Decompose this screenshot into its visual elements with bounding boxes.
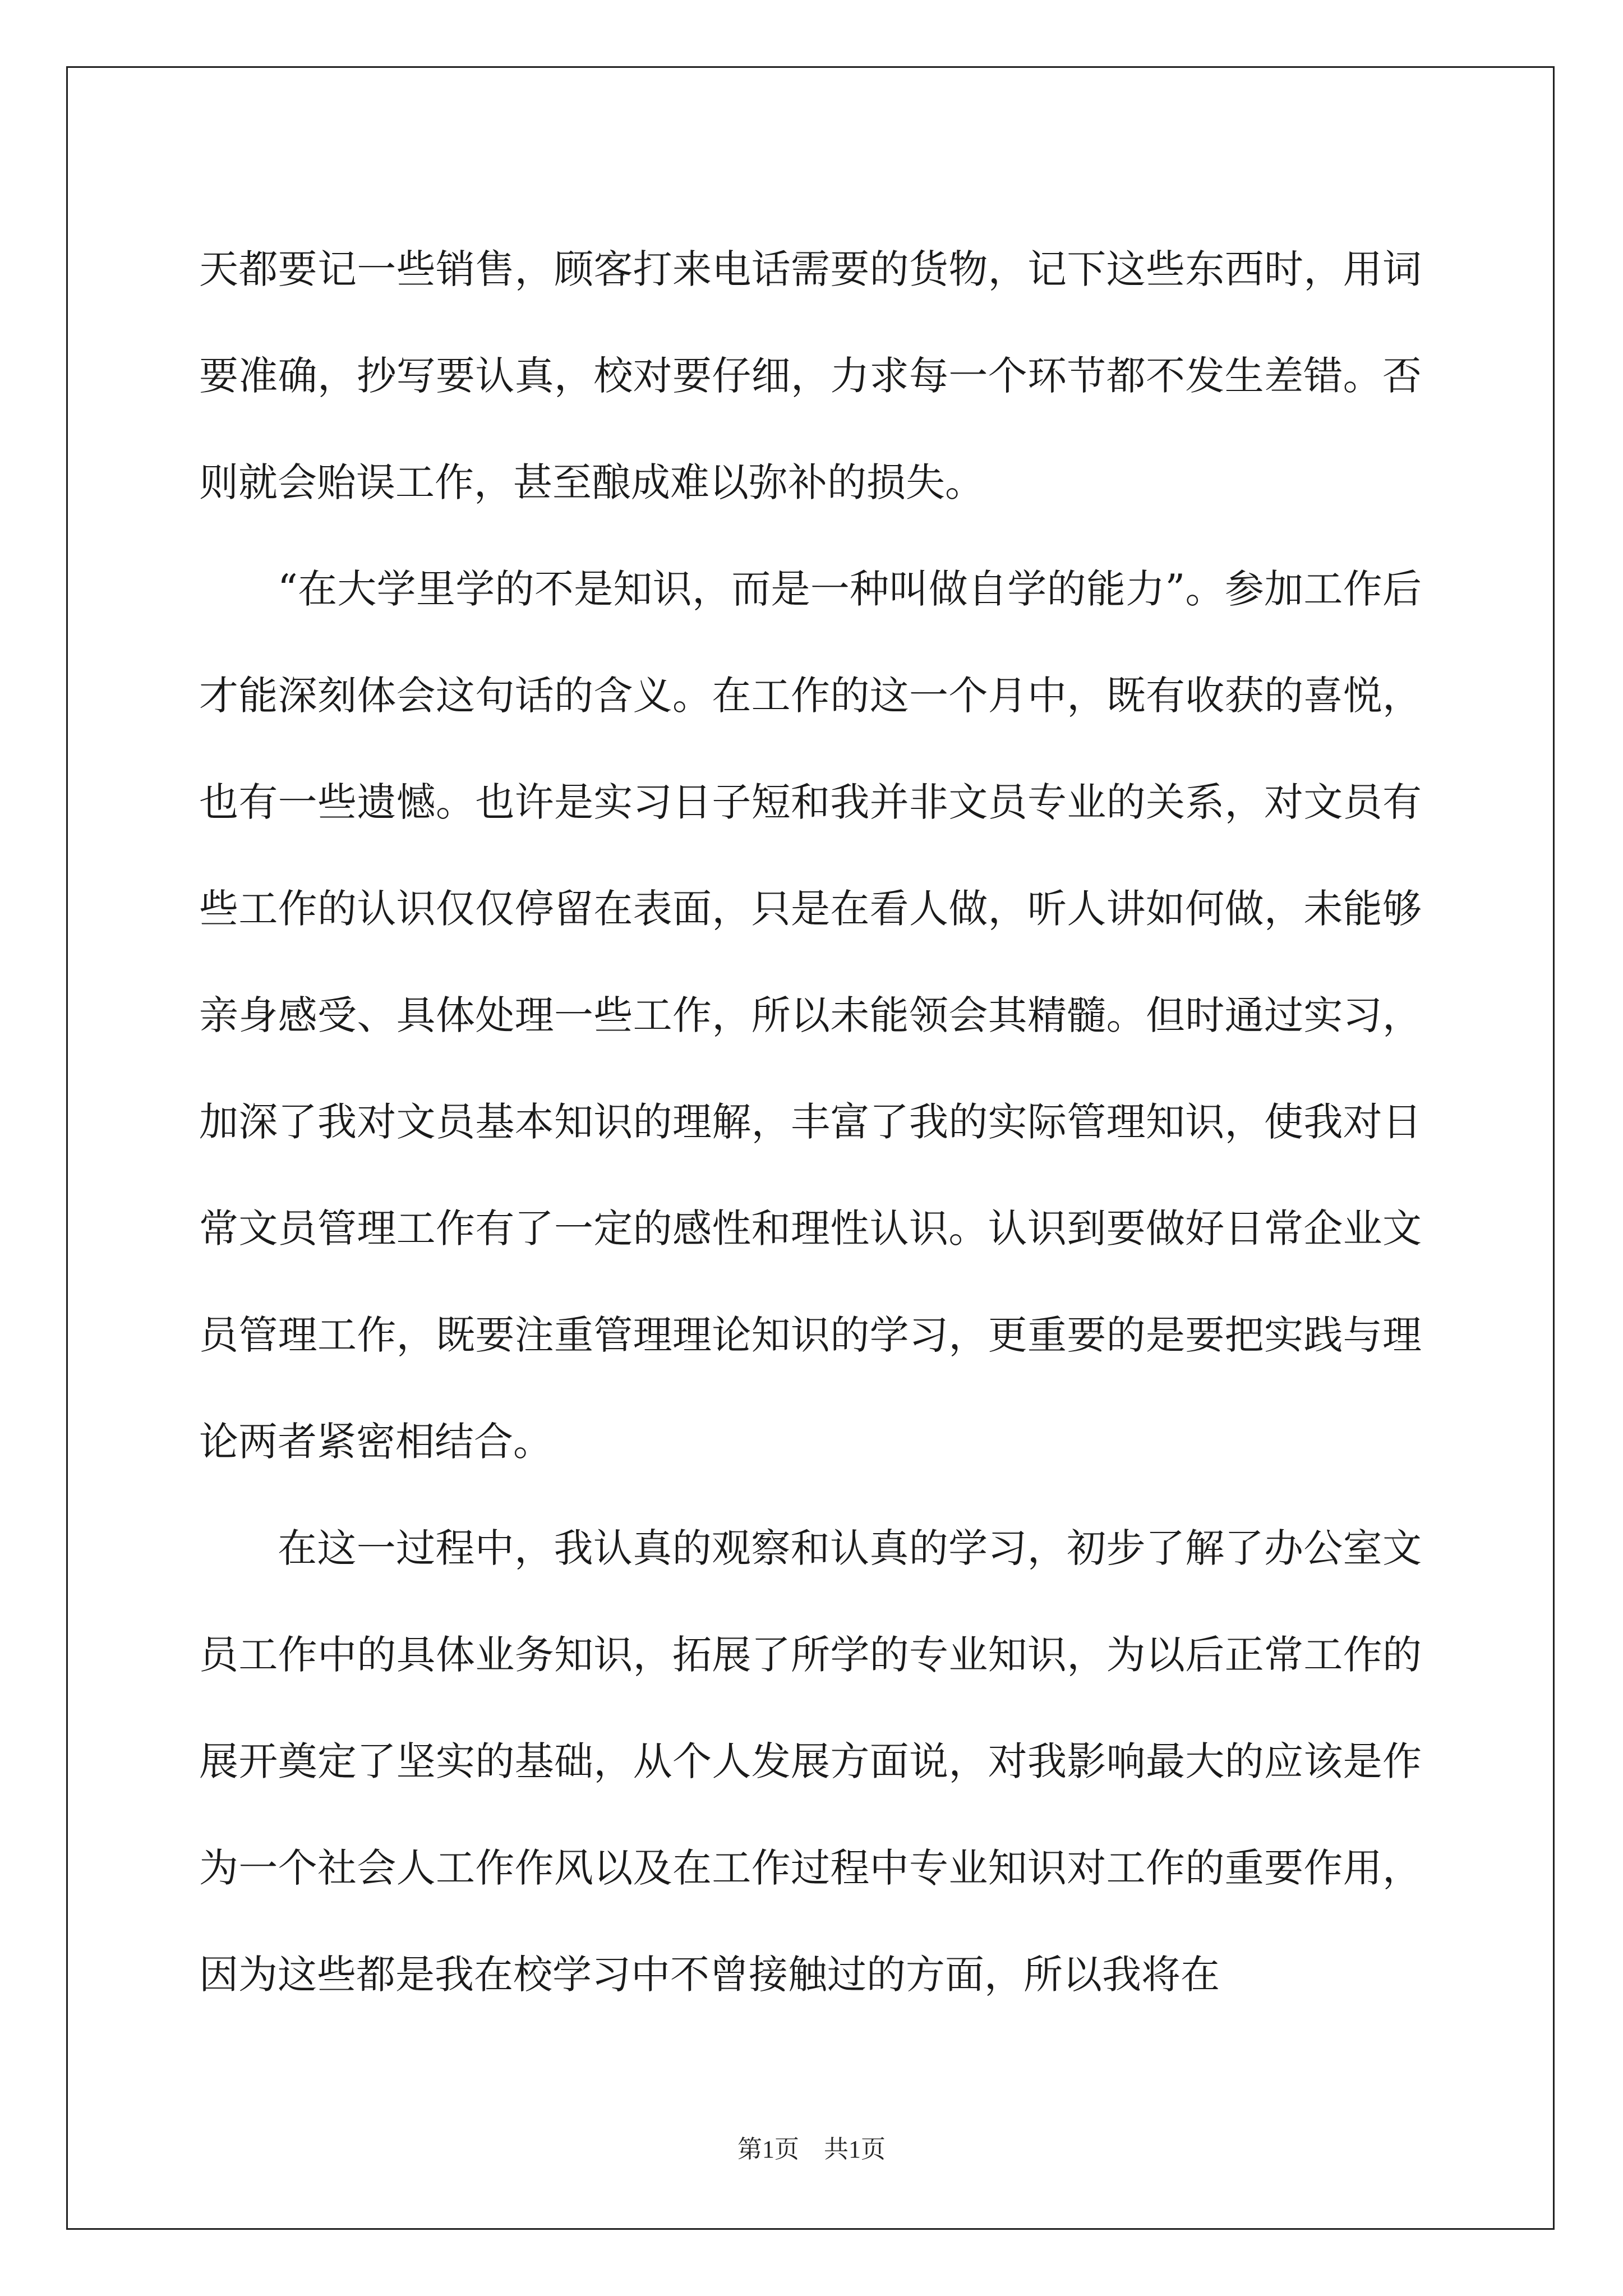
document-body: [199, 216, 1422, 2028]
page-footer: 第1页 共1页: [737, 2136, 886, 2163]
paragraph-1: 天都要记一些销售，顾客打来电话需要的货物，记下这些东西时，用词要准确，抄写要认真，校对要仔细，力求每一个环节都不发生差错。否则就会贻误工作，甚至酿成难以弥补的损失。: [199, 246, 1422, 505]
paragraph-2: “在大学里学的不是知识，而是一种叫做自学的能力”。参加工作后才能深刻体会这句话的含义。在工作的这一个月中，既有收获的喜悦，也有一些遗憾。也许是实习日子短和我并非文员专业的关系，对文员有些工作的认识仅仅停留在表面，只是在看人做，听人讲如何做，未能够亲身感受、具体处理一些工作，所以未能领会其精髓。但时通过实习，加深了我对文员基本知识的理解，丰富了我的实际管理知识，使我对日常文员管理工作有了一定的感性和理性认识。认识到要做好日常企业文员管理工作，既要注重管理理论知识的学习，更重要的是要把实践与理论两者紧密相结合。: [199, 566, 1422, 1465]
paragraph-3: 在这一过程中，我认真的观察和认真的学习，初步了解了办公室文员工作中的具体业务知识，拓展了所学的专业知识，为以后正常工作的展开奠定了坚实的基础，从个人发展方面说，对我影响最大的应该是作为一个社会人工作作风以及在工作过程中专业知识对工作的重要作用，因为这些都是我在校学习中不曾接触过的方面，所以我将在: [199, 1525, 1422, 1998]
